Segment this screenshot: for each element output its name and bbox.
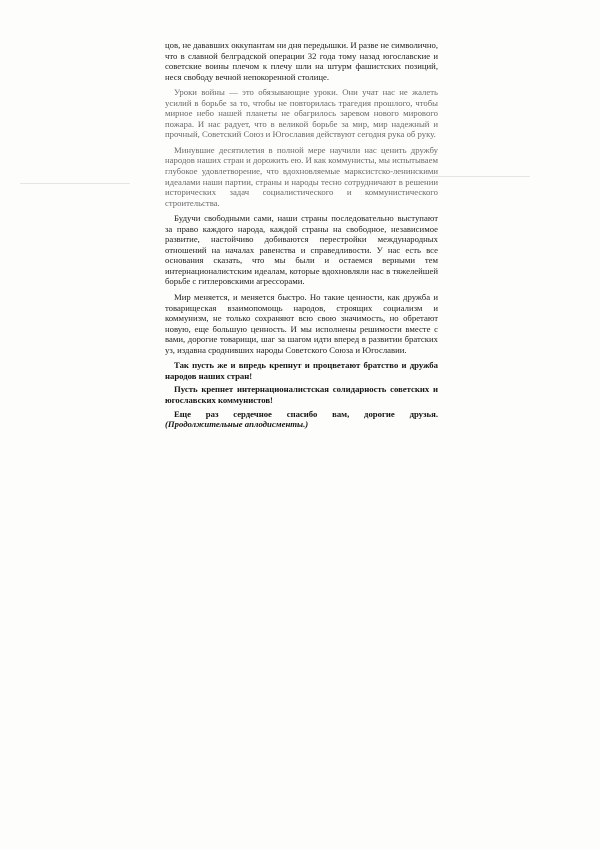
paragraph-brotherhood: Так пусть же и впредь крепнут и процветают братство и дружба народов наших стран! [165,360,438,381]
paragraph-decades: Минувшие десятилетия в полной мере научили нас ценить дружбу народов наших стран и дорожить ею. И как коммунисты, мы испытываем глубокое удовлетворение, что вдохновляемые марксистско-ленинскими идеалами наши партии, страны и народы тесно сотрудничают в решении исторических задач социалистического и коммунистического строительства. [165,144,438,208]
paragraph-world: Мир меняется, и меняется быстро. Но такие ценности, как дружба и товарищеская взаимопомощь народов, строящих социализм и коммунизм, не только сохраняют всю свою значимость, но обретают новую, еще большую ценность. И мы исполнены решимости вместе с вами, дорогие товарищи, шаг за шагом идти вперед в развитии братских уз, издавна сроднивших народы Советского Союза и Югославии. [165,292,438,355]
applause-note: (Продолжительные аплодисменты.) [165,419,309,430]
bleed-through-line [20,183,130,184]
paragraph-solidarity: Пусть крепнет интернационалистская солидарность советских и югославских коммунистов! [165,384,438,405]
paragraph-lessons: Уроки войны — это обязывающие уроки. Они учат нас не жалеть усилий в борьбе за то, чтобы не повторилась трагедия прошлого, чтобы мирное небо нашей планеты не обагрилось заревом нового мирового пожара. И нас радует, что в великой борьбе за мир, мир надежный и прочный, Советский Союз и Югославия действуют сегодня рука об руку. [165,87,438,140]
paragraph-free: Будучи свободными сами, наши страны последовательно выступают за право каждого народа, каждой страны на свободное, независимое развитие, настойчиво добиваются перестройки международных отношений на началах равенства и справедливости. У нас есть все основания сказать, что мы были и остаемся верными тем интернационалистским идеалам, которые вдохновляли нас в тяжелейшей борьбе с гитлеровскими агрессорами. [165,213,438,287]
text-column [165,40,438,435]
paragraph-thanks [165,409,438,430]
paragraph-continuation: цов, не дававших оккупантам ни дня передышки. И разве не символично, что в славной белградской операции 32 года тому назад югославские и советские воины плечом к плечу шли на штурм фашистских позиций, неся свободу вечной непокоренной столице. [165,40,438,82]
bleed-through-line [430,176,530,177]
thanks-text: Еще раз сердечное спасибо вам, дорогие друзья. [174,408,438,419]
